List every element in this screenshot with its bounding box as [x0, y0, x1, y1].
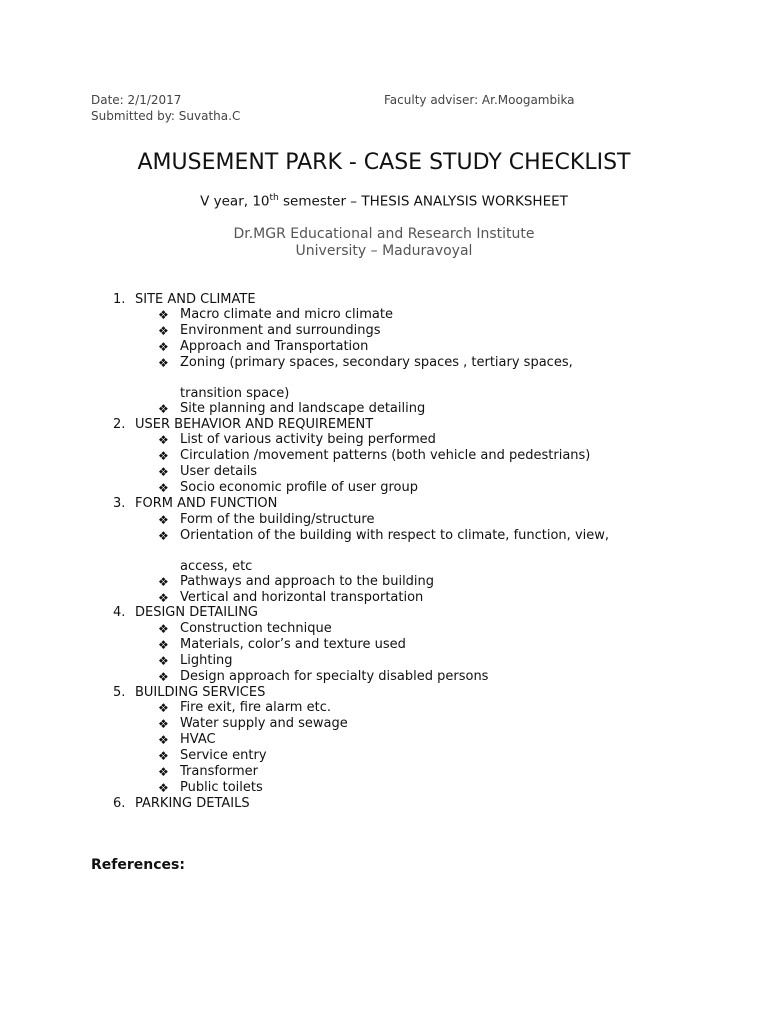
- section-label: USER BEHAVIOR AND REQUIREMENT: [135, 417, 374, 432]
- diamond-bullet-icon: ❖: [158, 591, 169, 605]
- diamond-bullet-icon: ❖: [158, 356, 169, 370]
- references-heading: References:: [91, 857, 185, 873]
- section-label: FORM AND FUNCTION: [135, 496, 278, 511]
- section-number: 1.: [113, 292, 126, 307]
- list-item-continuation: transition space): [180, 386, 290, 401]
- document-subtitle: [0, 193, 768, 210]
- section-number: 2.: [113, 417, 126, 432]
- subtitle-bold: – THESIS ANALYSIS WORKSHEET: [346, 193, 568, 210]
- section-label: DESIGN DETAILING: [135, 605, 258, 620]
- diamond-bullet-icon: ❖: [158, 749, 169, 763]
- section-label: BUILDING SERVICES: [135, 685, 266, 700]
- diamond-bullet-icon: ❖: [158, 717, 169, 731]
- section-number: 5.: [113, 685, 126, 700]
- diamond-bullet-icon: ❖: [158, 449, 169, 463]
- diamond-bullet-icon: ❖: [158, 465, 169, 479]
- diamond-bullet-icon: ❖: [158, 765, 169, 779]
- diamond-bullet-icon: ❖: [158, 781, 169, 795]
- diamond-bullet-icon: ❖: [158, 513, 169, 527]
- document-title: AMUSEMENT PARK - CASE STUDY CHECKLIST: [137, 150, 631, 175]
- section-number: 4.: [113, 605, 126, 620]
- diamond-bullet-icon: ❖: [158, 324, 169, 338]
- document-page: Date: 2/1/2017 Submitted by: Suvatha.C Faculty adviser: Ar.Moogambika AMUSEMENT PARK - CASE STUDY CHECKLIST V year, 10th semester – THESIS ANALYSIS WORKSHEET Dr.MGR Educational and Research Institute University – Maduravoyal 1. SITE AND CLIMATE ❖ Macro climate and micro climate ❖ Environment and surroundings ❖ Approach and Transportation ❖ Zoning (primary spaces, secondary spaces , tertiary spaces, transition space) ❖ Site planning and landscape detailing 2. USER BEHAVIOR AND REQUIREMENT ❖ List of various activity being performed ❖ Circulation /movement patterns (both vehicle and pedestrians) ❖ User details ❖ Socio economic profile of user group 3. FORM AND FUNCTION ❖ Form of the building/structure ❖ Orientation of the building with respect to climate, function, view, access, etc ❖ Pathways and approach to the building ❖ Vertical and horizontal transportation 4. DESIGN DETAILING ❖ Construction technique ❖ Materials, color’s and texture used ❖ Lighting ❖ Design approach for specialty disabled persons 5. BUILDING SERVICES ❖ Fire exit, fire alarm etc. ❖ Water supply and sewage ❖ HVAC ❖ Service entry ❖ Transformer ❖ Public toilets 6. PARKING DETAILS References:: [0, 0, 768, 1024]
- faculty-adviser-text: Faculty adviser: Ar.Moogambika: [384, 93, 575, 107]
- section-label: PARKING DETAILS: [135, 796, 250, 811]
- diamond-bullet-icon: ❖: [158, 575, 169, 589]
- institute-line-1: Dr.MGR Educational and Research Institute: [233, 226, 535, 242]
- diamond-bullet-icon: ❖: [158, 638, 169, 652]
- diamond-bullet-icon: ❖: [158, 529, 169, 543]
- diamond-bullet-icon: ❖: [158, 308, 169, 322]
- diamond-bullet-icon: ❖: [158, 622, 169, 636]
- submitted-by-text: Submitted by: Suvatha.C: [91, 109, 241, 123]
- date-text: Date: 2/1/2017: [91, 93, 182, 107]
- diamond-bullet-icon: ❖: [158, 654, 169, 668]
- subtitle-prefix: V year, 10: [200, 193, 270, 210]
- subtitle-sup: th: [269, 193, 279, 203]
- diamond-bullet-icon: ❖: [158, 733, 169, 747]
- diamond-bullet-icon: ❖: [158, 481, 169, 495]
- section-number: 6.: [113, 796, 126, 811]
- diamond-bullet-icon: ❖: [158, 701, 169, 715]
- diamond-bullet-icon: ❖: [158, 670, 169, 684]
- section-number: 3.: [113, 496, 126, 511]
- diamond-bullet-icon: ❖: [158, 340, 169, 354]
- institute-name: [0, 226, 768, 260]
- institute-line-2: University – Maduravoyal: [295, 243, 473, 259]
- diamond-bullet-icon: ❖: [158, 402, 169, 416]
- diamond-bullet-icon: ❖: [158, 433, 169, 447]
- list-item-continuation: access, etc: [180, 559, 253, 574]
- section-label: SITE AND CLIMATE: [135, 292, 256, 307]
- subtitle-middle: semester: [278, 193, 347, 210]
